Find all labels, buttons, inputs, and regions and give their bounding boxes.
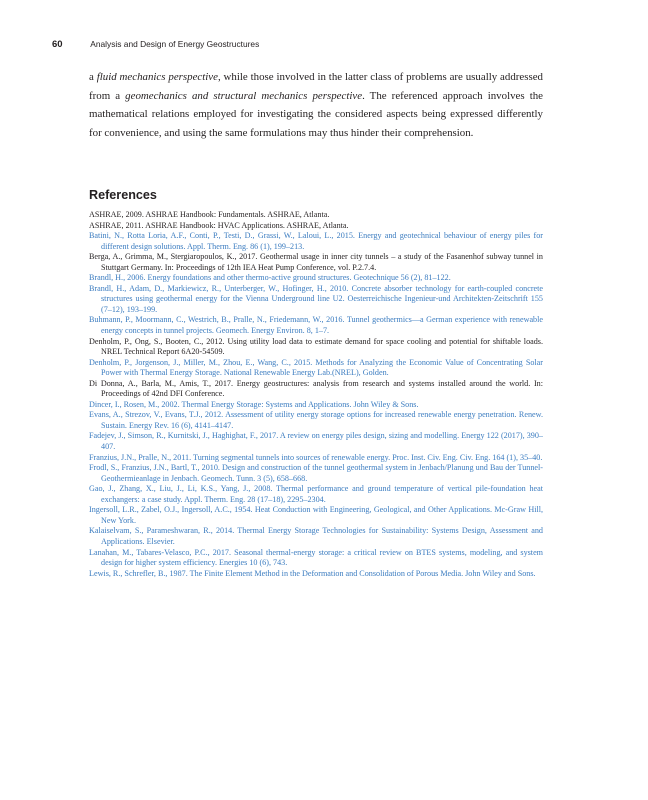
reference-item[interactable]: Ingersoll, L.R., Zabel, O.J., Ingersoll, A.C., 1954. Heat Conduction with Engineering, Geological, and Other Applications. Mc-Graw Hill, New York. — [89, 505, 543, 525]
reference-item[interactable]: Kalaiselvam, S., Parameshwaran, R., 2014. Thermal Energy Storage Technologies for Sustainability: Systems Design, Assessment and Applications. Elsevier. — [89, 526, 543, 546]
reference-item[interactable]: Lewis, R., Schrefler, B., 1987. The Finite Element Method in the Deformation and Consolidation of Porous Media. John Wiley and Sons. — [89, 568, 536, 578]
reference-item: ASHRAE, 2009. ASHRAE Handbook: Fundamentals. ASHRAE, Atlanta. — [89, 210, 330, 219]
reference-item[interactable]: Dincer, I., Rosen, M., 2002. Thermal Energy Storage: Systems and Applications. John Wiley & Sons. — [89, 399, 419, 409]
reference-item[interactable]: Fadejev, J., Simson, R., Kurnitski, J., Haghighat, F., 2017. A review on energy piles design, sizing and modelling. Energy 122 (2017), 390–407. — [89, 431, 543, 452]
body-text-1: a — [89, 71, 97, 83]
reference-item[interactable]: Lanahan, M., Tabares-Velasco, P.C., 2017. Seasonal thermal-energy storage: a critical review on BTES systems, modeling, and system design for higher system efficiency. Energies 10 (6), 743. — [89, 547, 543, 568]
reference-item[interactable]: Brandl, H., Adam, D., Markiewicz, R., Unterberger, W., Hofinger, H., 2010. Concrete absorber technology for earth-coupled concrete structures using geothermal energy for the Vienna Underground line U2. Oesterreichische Ingenieur-und Architekten-Zeitschrift 155 (7–12), 193–199. — [89, 283, 543, 314]
body-text-2: , while those involved in the latter class of problems are usually addressed from a — [89, 71, 543, 102]
body-text-3: . The referenced approach involves the mathematical relations employed for investigating the considered aspects being expressed differently for convenience, and using the same formulations may thus hinder their comprehension. — [89, 89, 543, 139]
reference-item: Denholm, P., Ong, S., Booten, C., 2012. Using utility load data to estimate demand for space cooling and potential for shiftable loads. NREL Technical Report 6A20-54509. — [89, 336, 543, 357]
running-title: Analysis and Design of Energy Geostructures — [90, 39, 260, 49]
reference-item[interactable]: Buhmann, P., Moormann, C., Westrich, B., Pralle, N., Friedemann, W., 2016. Tunnel geothermics—a German experience with renewable energy concepts in tunnel projects. Geomech. Energy Environ. 8, 1–7. — [89, 315, 543, 336]
reference-item[interactable]: Batini, N., Rotta Loria, A.F., Conti, P., Testi, D., Grassi, W., Laloui, L., 2015. Energy and geotechnical behaviour of energy piles for different design solutions. Appl. Therm. Eng. 86 (1), 199–213. — [89, 231, 543, 251]
reference-item[interactable]: Gao, J., Zhang, X., Liu, J., Li, K.S., Yang, J., 2008. Thermal performance and ground temperature of vertical pile-foundation heat exchangers: a case study. Appl. Therm. Eng. 28 (17–18), 2295–2304. — [89, 484, 543, 504]
references-list — [89, 210, 543, 579]
reference-item: ASHRAE, 2011. ASHRAE Handbook: HVAC Applications. ASHRAE, Atlanta. — [89, 220, 349, 230]
reference-item[interactable]: Frodl, S., Franzius, J.N., Bartl, T., 2010. Design and construction of the tunnel geothermal system in Jenbach/Planung und Bau der Tunnel-Geothermieanlage in Jenbach. Geomech. Tunn. 3 (5), 658–668. — [89, 463, 543, 483]
body-emphasis-fluid: fluid mechanics perspective — [96, 71, 218, 83]
reference-item: Berga, A., Grimma, M., Stergiaropoulos, K., 2017. Geothermal usage in inner city tunnels – a study of the Fasanenhof subway tunnel in Stuttgart Germany. In: Proceedings of 12th IEA Heat Pump Conference, vol. P.2.7.4. — [89, 252, 543, 272]
references-heading: References — [89, 188, 157, 202]
reference-item[interactable]: Brandl, H., 2006. Energy foundations and other thermo-active ground structures. Geotechnique 56 (2), 81–122. — [89, 273, 451, 283]
running-header — [52, 39, 259, 53]
reference-item: Di Donna, A., Barla, M., Amis, T., 2017. Energy geostructures: analysis from research and systems installed around the world. In: Proceedings of 42nd DFI Conference. — [89, 378, 543, 399]
body-emphasis-geomechanics: geomechanics and structural mechanics perspective — [125, 89, 363, 102]
reference-item[interactable]: Denholm, P., Jorgenson, J., Miller, M., Zhou, E., Wang, C., 2015. Methods for Analyzing the Economic Value of Concentrating Solar Power with Thermal Energy Storage. National Renewable Energy Lab.(NREL), Golden. — [89, 357, 543, 378]
body-paragraph — [89, 68, 543, 142]
page-number: 60 — [52, 39, 63, 50]
reference-item[interactable]: Evans, A., Strezov, V., Evans, T.J., 2012. Assessment of utility energy storage options for increased renewable energy penetration. Renew. Sustain. Energy Rev. 16 (6), 4141–4147. — [89, 410, 543, 430]
reference-item[interactable]: Franzius, J.N., Pralle, N., 2011. Turning segmental tunnels into sources of renewable energy. Proc. Inst. Civ. Eng. Civ. Eng. 164 (1), 35–40. — [89, 452, 543, 462]
